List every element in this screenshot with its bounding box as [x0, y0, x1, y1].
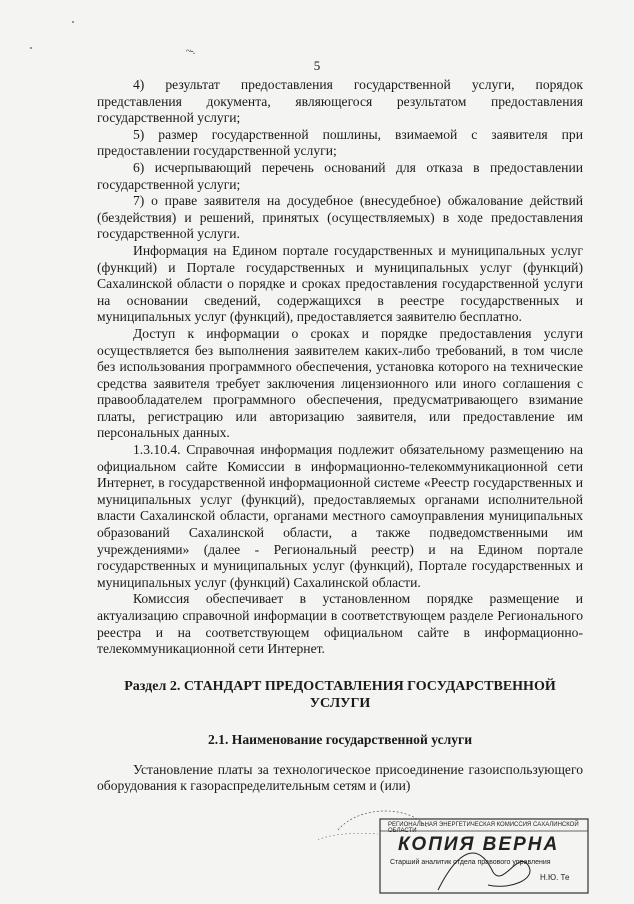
stamp-organization: РЕГИОНАЛЬНАЯ ЭНЕРГЕТИЧЕСКАЯ КОМИССИЯ САХАЛИНСКОЙ ОБЛАСТИ [388, 822, 579, 834]
list-item-fee: 5) размер государственной пошлины, взимаемой с заявителя при предоставлении государственной услуги; [97, 126, 583, 159]
stamp-name: Н.Ю. Те [540, 873, 570, 882]
scan-speck [30, 47, 32, 49]
document-body [97, 77, 583, 795]
page-number: 5 [313, 58, 321, 73]
paragraph-service-name: Установление платы за технологическое присоединение газоиспользующего оборудования к газораспределительным сетям и (или) [97, 761, 583, 794]
paragraph-reference-info: 1.3.10.4. Справочная информация подлежит обязательному размещению на официальном сайте Комиссии в информационно-телекоммуникационной сети Интернет, в государственной информационной системе «Реестр государственных и муниципальных услуг (функций), предоставляемых органами исполнительной власти Сахалинской области, органами местного самоуправления муниципальных образований Сахалинской области, а также подведомственными им учреждениями» (далее - Региональный реестр) и на Едином портале государственных и муниципальных услуг (функций), Портале государственных и муниципальных услуг (функций) Сахалинской области. [97, 442, 583, 590]
certification-stamp [318, 810, 590, 896]
section-title: Раздел 2. СТАНДАРТ ПРЕДОСТАВЛЕНИЯ ГОСУДАРСТВЕННОЙ УСЛУГИ [124, 678, 556, 711]
subsection-title: 2.1. Наименование государственной услуги [207, 731, 473, 747]
list-item-refusal: 6) исчерпывающий перечень оснований для отказа в предоставлении государственной услуги; [97, 159, 583, 192]
stamp-role: Старший аналитик отдела правового управления [390, 859, 551, 866]
corner-mark: ~-. [186, 46, 195, 57]
paragraph-access: Доступ к информации о сроках и порядке предоставления услуги осуществляется без выполнения заявителем каких-либо требований, в том числе без использования программного обеспечения, установка которого на технические средства заявителя требует заключения лицензионного или иного соглашения с правообладателем программного обеспечения, предусматривающего взимание платы, регистрацию или авторизацию заявителя, или предоставление им персональных данных. [97, 325, 583, 441]
list-item-result: 4) результат предоставления государственной услуги, порядок представления документа, являющегося результатом предоставления государственной услуги; [97, 77, 583, 126]
stamp-label: КОПИЯ ВЕРНА [398, 834, 560, 855]
list-item-appeal: 7) о праве заявителя на досудебное (внесудебное) обжалование действий (бездействия) и решений, принятых (осуществляемых) в ходе предоставления государственной услуги. [97, 193, 583, 242]
scan-speck [72, 21, 74, 23]
paragraph-commission: Комиссия обеспечивает в установленном порядке размещение и актуализацию справочной информации в соответствующем разделе Регионального реестра и на соответствующем официальном сайте в информационно-телекоммуникационной сети Интернет. [97, 591, 583, 657]
paragraph-portal-info: Информация на Едином портале государственных и муниципальных услуг (функций) и Портале государственных и муниципальных услуг (функций) Сахалинской области о порядке и сроках предоставления государственной услуги на основании сведений, содержащихся в реестре государственных и муниципальных услуг (функций), предоставляется заявителю бесплатно. [97, 242, 583, 325]
